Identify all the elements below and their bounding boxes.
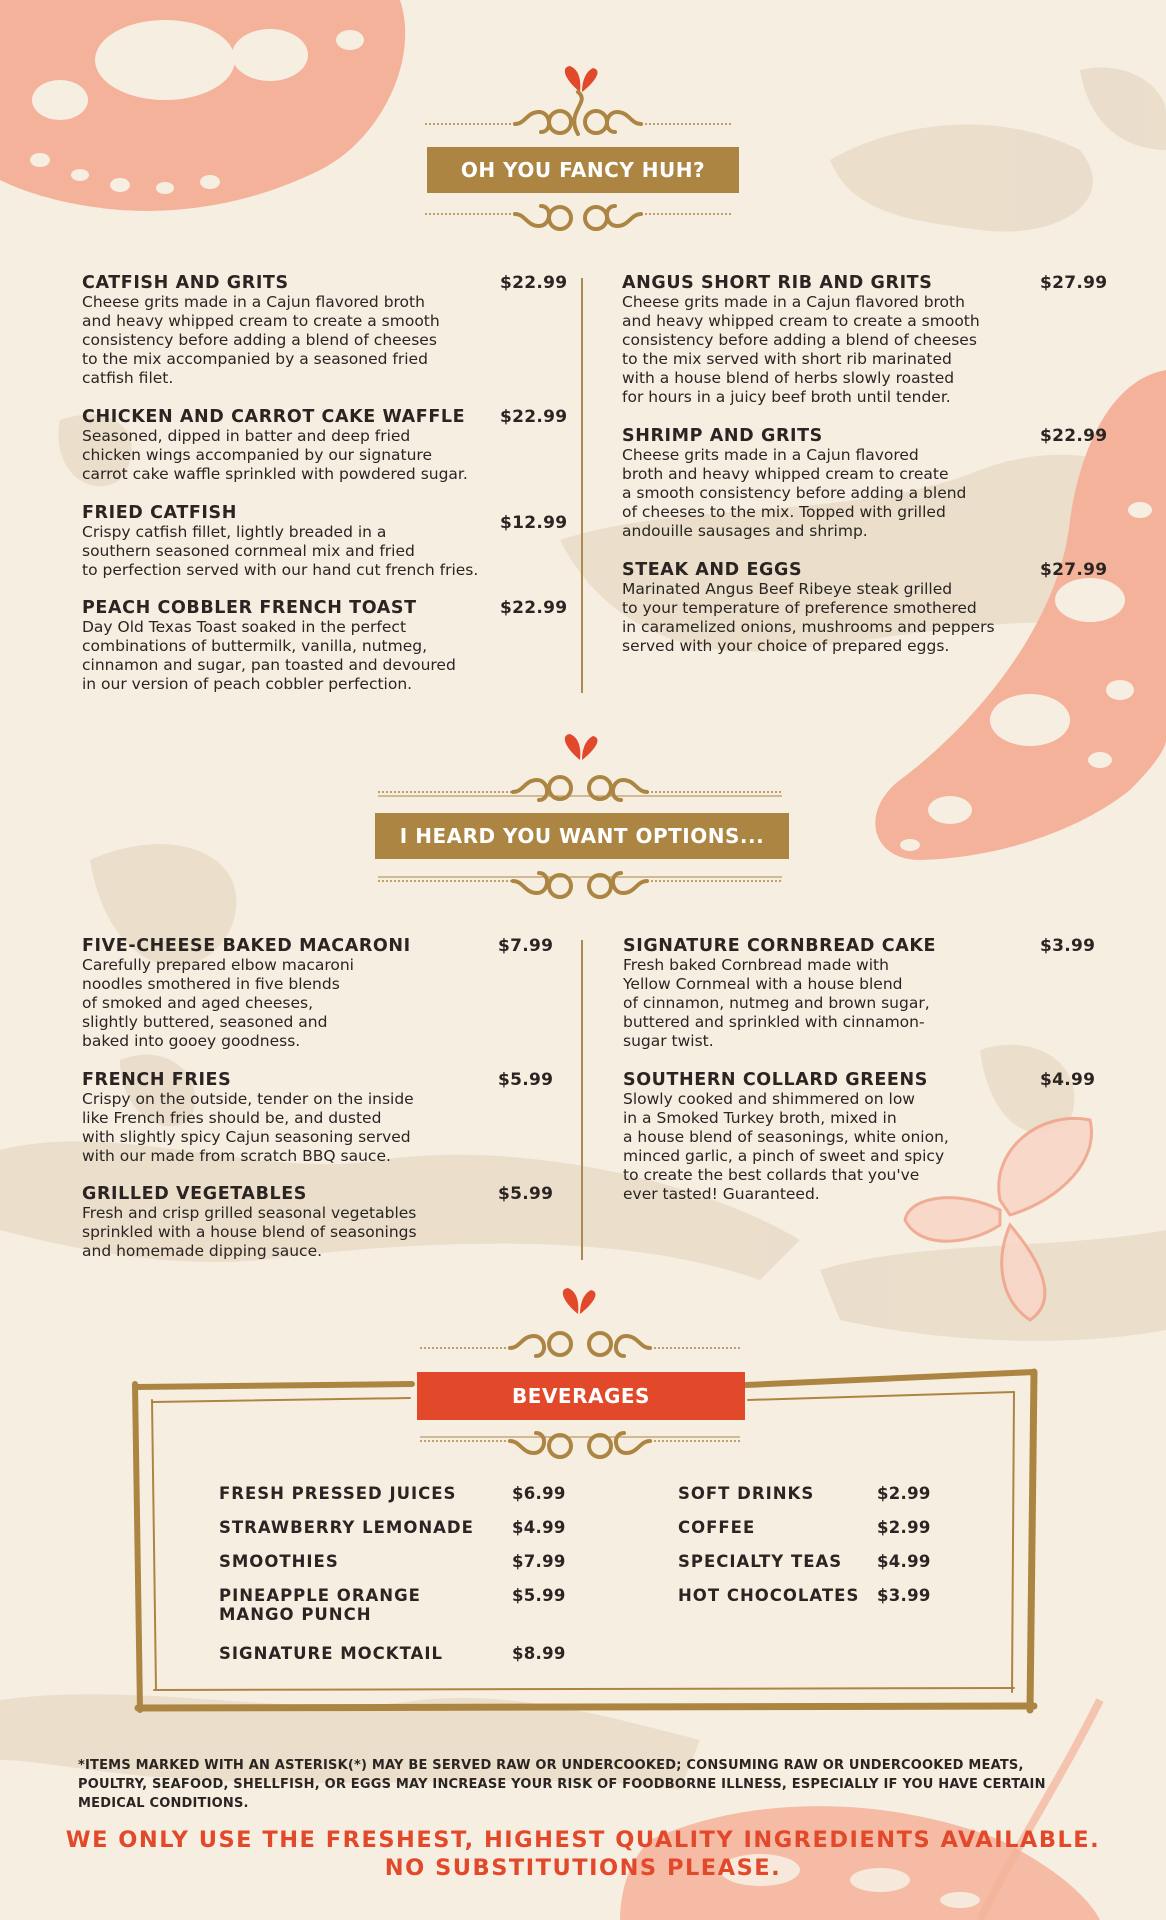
section-title-beverages: BEVERAGES xyxy=(417,1372,745,1420)
beverage-name: COFFEE xyxy=(678,1518,756,1537)
ornament-top xyxy=(415,62,741,142)
item-name: FIVE-CHEESE BAKED MACARONI xyxy=(82,936,411,956)
butterfly-icon xyxy=(563,1288,596,1314)
item-description: Crispy on the outside, tender on the inside like French fries should be, and dusted with slightly spicy Cajun seasoning served with our made from scratch BBQ sauce. xyxy=(82,1090,414,1165)
section-title-options: I HEARD YOU WANT OPTIONS... xyxy=(375,813,789,859)
beverage-price: $3.99 xyxy=(877,1586,931,1605)
section-title-fancy: OH YOU FANCY HUH? xyxy=(427,147,739,193)
beverage-name: SIGNATURE MOCKTAIL xyxy=(219,1644,443,1663)
item-description: Cheese grits made in a Cajun flavored broth and heavy whipped cream to create a smooth consistency before adding a blend of cheeses to the mix. Topped with grilled andouille sausages and shrimp. xyxy=(622,446,967,540)
beverages-frame xyxy=(0,1280,1166,1720)
beverage-price: $6.99 xyxy=(512,1484,566,1503)
freshest-notice xyxy=(0,1826,1166,1882)
item-name: SIGNATURE CORNBREAD CAKE xyxy=(623,936,937,956)
item-name: CHICKEN AND CARROT CAKE WAFFLE xyxy=(82,407,466,427)
ornament-options xyxy=(373,728,787,808)
menu-item-chicken-carrot-cake-waffle xyxy=(82,407,522,484)
item-price: $4.99 xyxy=(1040,1070,1096,1090)
beverage-name: PINEAPPLE ORANGE MANGO PUNCH xyxy=(219,1586,421,1624)
item-description: Carefully prepared elbow macaroni noodles smothered in five blends of smoked and aged cheeses, slightly buttered, seasoned and baked into gooey goodness. xyxy=(82,956,354,1050)
item-price: $22.99 xyxy=(500,598,568,618)
menu-item-shrimp-and-grits xyxy=(622,426,1052,541)
beverage-price: $2.99 xyxy=(877,1484,931,1503)
menu-item-southern-collard-greens xyxy=(623,1070,1043,1204)
freshest-line-1: WE ONLY USE THE FRESHEST, HIGHEST QUALITY INGREDIENTS AVAILABLE. xyxy=(65,1827,1101,1853)
item-price: $22.99 xyxy=(500,407,568,427)
item-name: STEAK AND EGGS xyxy=(622,560,803,580)
item-name: ANGUS SHORT RIB AND GRITS xyxy=(622,273,933,293)
item-description: Day Old Texas Toast soaked in the perfect combinations of buttermilk, vanilla, nutmeg, cinnamon and sugar, pan toasted and devoured in our version of peach cobbler perfection. xyxy=(82,618,456,693)
column-divider xyxy=(581,940,583,1260)
item-price: $22.99 xyxy=(500,273,568,293)
menu-item-five-cheese-macaroni xyxy=(82,936,522,1051)
item-price: $5.99 xyxy=(498,1184,554,1204)
item-price: $12.99 xyxy=(500,513,568,533)
beverage-name: SMOOTHIES xyxy=(219,1552,339,1571)
item-price: $27.99 xyxy=(1040,560,1108,580)
menu-item-fried-catfish xyxy=(82,503,522,580)
item-name: FRENCH FRIES xyxy=(82,1070,232,1090)
item-description: Fresh and crisp grilled seasonal vegetables sprinkled with a house blend of seasonings and homemade dipping sauce. xyxy=(82,1204,417,1260)
beverage-name: SOFT DRINKS xyxy=(678,1484,815,1503)
ornament-under-options xyxy=(373,864,787,908)
item-name: PEACH COBBLER FRENCH TOAST xyxy=(82,598,417,618)
beverage-name: HOT CHOCOLATES xyxy=(678,1586,860,1605)
item-description: Seasoned, dipped in batter and deep fried chicken wings accompanied by our signature carrot cake waffle sprinkled with powdered sugar. xyxy=(82,427,468,483)
item-description: Cheese grits made in a Cajun flavored broth and heavy whipped cream to create a smooth consistency before adding a blend of cheeses to the mix served with short rib marinated with a house blend of herbs slowly roasted for hours in a juicy beef broth until tender. xyxy=(622,293,980,406)
item-name: CATFISH AND GRITS xyxy=(82,273,289,293)
item-name: SHRIMP AND GRITS xyxy=(622,426,823,446)
menu-item-angus-short-rib-and-grits xyxy=(622,273,1052,407)
beverage-price: $5.99 xyxy=(512,1586,566,1605)
beverage-name: STRAWBERRY LEMONADE xyxy=(219,1518,474,1537)
item-price: $5.99 xyxy=(498,1070,554,1090)
beverage-price: $4.99 xyxy=(512,1518,566,1537)
butterfly-icon xyxy=(565,734,598,760)
item-price: $27.99 xyxy=(1040,273,1108,293)
butterfly-icon xyxy=(565,66,598,92)
item-price: $22.99 xyxy=(1040,426,1108,446)
item-name: FRIED CATFISH xyxy=(82,503,237,523)
beverage-price: $7.99 xyxy=(512,1552,566,1571)
menu-item-grilled-vegetables xyxy=(82,1184,522,1261)
menu-item-signature-cornbread-cake xyxy=(623,936,1043,1051)
menu-item-steak-and-eggs xyxy=(622,560,1052,656)
column-divider xyxy=(581,278,583,693)
beverage-price: $2.99 xyxy=(877,1518,931,1537)
item-description: Cheese grits made in a Cajun flavored broth and heavy whipped cream to create a smooth consistency before adding a blend of cheeses to the mix accompanied by a seasoned fried catfish filet. xyxy=(82,293,440,387)
item-name: GRILLED VEGETABLES xyxy=(82,1184,308,1204)
menu-item-french-fries xyxy=(82,1070,522,1166)
ornament-under-fancy xyxy=(415,198,741,242)
item-name: SOUTHERN COLLARD GREENS xyxy=(623,1070,928,1090)
item-price: $3.99 xyxy=(1040,936,1096,956)
menu-item-catfish-and-grits xyxy=(82,273,522,388)
item-description: Marinated Angus Beef Ribeye steak grilled to your temperature of preference smothered in caramelized onions, mushrooms and peppers served with your choice of prepared eggs. xyxy=(622,580,995,655)
menu-item-peach-cobbler-french-toast xyxy=(82,598,522,694)
beverage-name: FRESH PRESSED JUICES xyxy=(219,1484,457,1503)
item-description: Crispy catfish fillet, lightly breaded in a southern seasoned cornmeal mix and fried to perfection served with our hand cut french fries. xyxy=(82,523,479,579)
allergy-disclaimer: *ITEMS MARKED WITH AN ASTERISK(*) MAY BE SERVED RAW OR UNDERCOOKED; CONSUMING RAW OR UNDERCOOKED MEATS, POULTRY, SEAFOOD, SHELLFISH, OR EGGS MAY INCREASE YOUR RISK OF FOODBORNE ILLNESS, ESPECIALLY IF YOU HAVE CERTAIN MEDICAL CONDITIONS. xyxy=(78,1758,1046,1811)
item-description: Slowly cooked and shimmered on low in a Smoked Turkey broth, mixed in a house blend of seasonings, white onion, minced garlic, a pinch of sweet and spicy to create the best collards that you've ever tasted! Guaranteed. xyxy=(623,1090,949,1203)
beverage-price: $8.99 xyxy=(512,1644,566,1663)
item-price: $7.99 xyxy=(498,936,554,956)
beverage-name: SPECIALTY TEAS xyxy=(678,1552,843,1571)
beverage-price: $4.99 xyxy=(877,1552,931,1571)
freshest-line-2: NO SUBSTITUTIONS PLEASE. xyxy=(384,1855,782,1881)
item-description: Fresh baked Cornbread made with Yellow Cornmeal with a house blend of cinnamon, nutmeg and brown sugar, buttered and sprinkled with cinnamon- sugar twist. xyxy=(623,956,930,1050)
